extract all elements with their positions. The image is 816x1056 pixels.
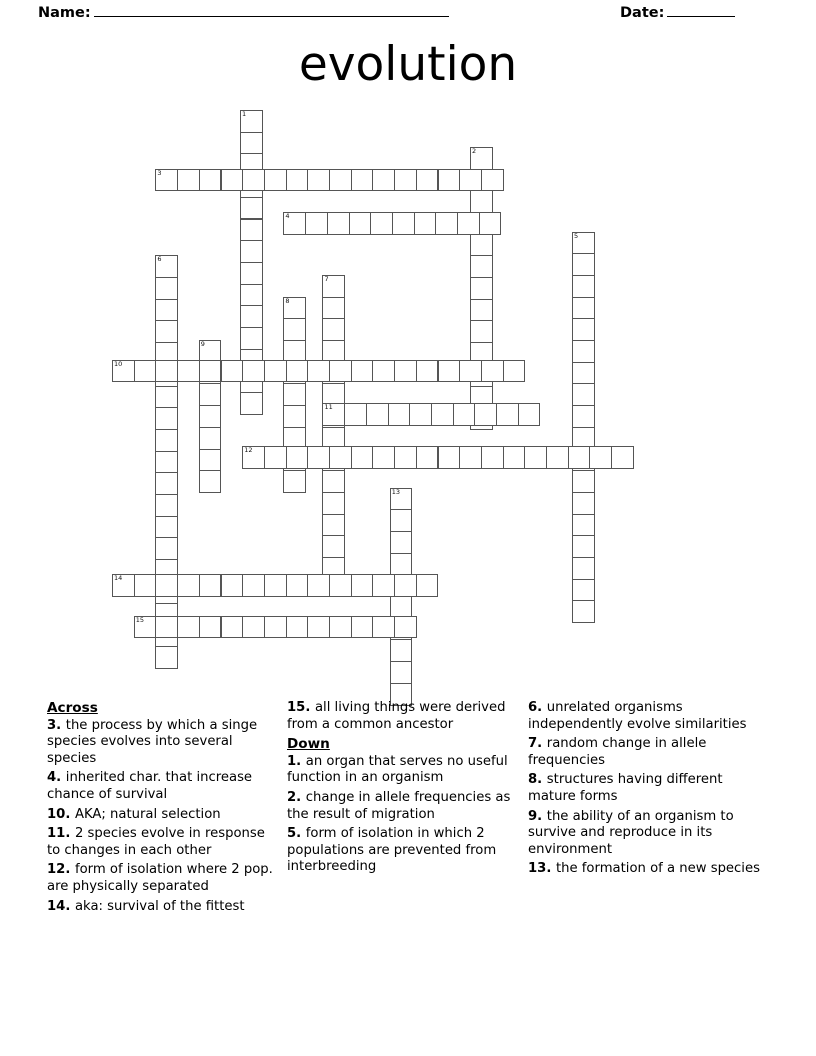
crossword-cell[interactable]: [155, 574, 178, 597]
clue-number: 11.: [47, 826, 75, 842]
crossword-cell[interactable]: [414, 212, 437, 235]
clue-text: random change in allele frequencies: [528, 736, 707, 768]
crossword-cell[interactable]: [390, 509, 413, 532]
crossword-cell[interactable]: [155, 386, 178, 409]
crossword-cell[interactable]: [199, 449, 222, 472]
clue-text: form of isolation in which 2 populations are prevented from interbreeding: [287, 826, 497, 875]
crossword-cell[interactable]: [572, 297, 595, 320]
crossword-cell[interactable]: [470, 190, 493, 213]
cell-number: 9: [200, 340, 205, 349]
crossword-cell[interactable]: [322, 318, 345, 341]
crossword-cell[interactable]: [199, 574, 222, 597]
crossword-cell[interactable]: [155, 537, 178, 560]
crossword-cell[interactable]: [322, 470, 345, 493]
crossword-cell[interactable]: [155, 407, 178, 430]
crossword-cell[interactable]: [177, 574, 200, 597]
crossword-cell[interactable]: [416, 574, 439, 597]
clue-item: [47, 862, 282, 895]
crossword-cell[interactable]: [322, 297, 345, 320]
cell-number: 8: [285, 296, 290, 305]
crossword-cell[interactable]: [481, 446, 504, 469]
crossword-cell[interactable]: [242, 574, 265, 597]
crossword-cell[interactable]: [134, 574, 157, 597]
crossword-cell[interactable]: [416, 360, 439, 383]
crossword-cell[interactable]: [264, 446, 287, 469]
crossword-cell[interactable]: [416, 169, 439, 192]
crossword-cell[interactable]: [112, 360, 135, 383]
crossword-cell[interactable]: [438, 446, 461, 469]
crossword-cell[interactable]: [351, 446, 374, 469]
crossword-cell[interactable]: [307, 169, 330, 192]
crossword-cell[interactable]: [344, 403, 367, 426]
clue-number: 8.: [528, 772, 547, 788]
crossword-cell[interactable]: [240, 110, 263, 133]
clue-item: [47, 770, 282, 803]
crossword-cell[interactable]: [242, 169, 265, 192]
crossword-cell[interactable]: [572, 405, 595, 428]
crossword-cell[interactable]: [322, 535, 345, 558]
crossword-cell[interactable]: [390, 639, 413, 662]
crossword-cell[interactable]: [322, 403, 345, 426]
crossword-cell[interactable]: [394, 446, 417, 469]
crossword-cell[interactable]: [240, 392, 263, 415]
crossword-cell[interactable]: [481, 169, 504, 192]
down-heading: Down: [287, 736, 330, 753]
crossword-cell[interactable]: [155, 494, 178, 517]
clue-text: the process by which a singe species evolves into several species: [47, 717, 258, 766]
clue-number: 14.: [47, 898, 75, 914]
clue-text: all living things were derived from a common ancestor: [287, 700, 506, 732]
crossword-cell[interactable]: [286, 616, 309, 639]
crossword-cell[interactable]: [199, 616, 222, 639]
crossword-cell[interactable]: [372, 616, 395, 639]
crossword-cell[interactable]: [470, 320, 493, 343]
clue-text: form of isolation where 2 pop. are physically separated: [47, 862, 273, 894]
crossword-cell[interactable]: [572, 340, 595, 363]
crossword-cell[interactable]: [572, 514, 595, 537]
crossword-cell[interactable]: [155, 451, 178, 474]
crossword-cell[interactable]: [572, 318, 595, 341]
cell-number: 6: [157, 255, 162, 264]
crossword-cell[interactable]: [283, 297, 306, 320]
crossword-cell[interactable]: [572, 557, 595, 580]
crossword-cell[interactable]: [479, 212, 502, 235]
crossword-cell[interactable]: [496, 403, 519, 426]
crossword-cell[interactable]: [199, 360, 222, 383]
crossword-cell[interactable]: [240, 327, 263, 350]
crossword-cell[interactable]: [392, 212, 415, 235]
crossword-cell[interactable]: [322, 514, 345, 537]
clue-item: [47, 807, 282, 824]
crossword-cell[interactable]: [329, 446, 352, 469]
crossword-cell[interactable]: [286, 169, 309, 192]
clue-number: 4.: [47, 770, 66, 786]
cell-number: 10: [114, 359, 123, 368]
crossword-cell[interactable]: [155, 472, 178, 495]
crossword-cell[interactable]: [264, 360, 287, 383]
clue-text: inherited char. that increase chance of survival: [47, 770, 253, 802]
crossword-cell[interactable]: [390, 488, 413, 511]
clue-number: 6.: [528, 700, 547, 715]
clue-item: [287, 754, 519, 787]
crossword-cell[interactable]: [481, 360, 504, 383]
cell-number: 1: [242, 110, 247, 118]
crossword-cell[interactable]: [240, 219, 263, 242]
crossword-cell[interactable]: [572, 383, 595, 406]
crossword-cell[interactable]: [286, 574, 309, 597]
clue-item: [47, 718, 282, 768]
crossword-cell[interactable]: [264, 616, 287, 639]
clue-number: 1.: [287, 753, 306, 769]
clue-number: 13.: [528, 861, 556, 877]
crossword-cell[interactable]: [199, 427, 222, 450]
crossword-cell[interactable]: [366, 403, 389, 426]
crossword-cell[interactable]: [372, 169, 395, 192]
clue-text: the formation of a new species: [555, 861, 760, 877]
across-heading: Across: [47, 700, 98, 716]
crossword-cell[interactable]: [568, 446, 591, 469]
crossword-cell[interactable]: [572, 253, 595, 276]
crossword-cell[interactable]: [307, 574, 330, 597]
crossword-cell[interactable]: [283, 405, 306, 428]
crossword-cell[interactable]: [240, 262, 263, 285]
crossword-cell[interactable]: [470, 255, 493, 278]
clue-item: [47, 899, 282, 916]
crossword-cell[interactable]: [372, 446, 395, 469]
crossword-cell[interactable]: [134, 616, 157, 639]
crossword-cell[interactable]: [349, 212, 372, 235]
clue-text: the ability of an organism to survive and reproduce in its environment: [528, 808, 734, 857]
crossword-cell[interactable]: [503, 446, 526, 469]
clue-item: [287, 790, 519, 823]
clue-number: 7.: [528, 736, 547, 752]
clue-item: [528, 861, 768, 878]
crossword-cell[interactable]: [351, 574, 374, 597]
crossword-cell[interactable]: [134, 360, 157, 383]
cell-number: 14: [114, 574, 123, 583]
crossword-cell[interactable]: [155, 616, 178, 639]
crossword-cell[interactable]: [327, 212, 350, 235]
clue-item: [47, 826, 282, 859]
crossword-cell[interactable]: [283, 318, 306, 341]
crossword-cell[interactable]: [394, 616, 417, 639]
crossword-cell[interactable]: [155, 516, 178, 539]
clue-item: [528, 809, 768, 859]
crossword-cell[interactable]: [351, 616, 374, 639]
date-label: Date:: [620, 5, 665, 21]
crossword-cell[interactable]: [518, 403, 541, 426]
clue-column-2: [287, 700, 519, 879]
crossword-cell[interactable]: [305, 212, 328, 235]
crossword-cell[interactable]: [435, 212, 458, 235]
crossword-cell[interactable]: [351, 169, 374, 192]
crossword-cell[interactable]: [459, 446, 482, 469]
crossword-cell[interactable]: [390, 531, 413, 554]
crossword-cell[interactable]: [242, 446, 265, 469]
cell-number: 5: [574, 231, 579, 240]
crossword-cell[interactable]: [199, 470, 222, 493]
crossword-cell[interactable]: [329, 574, 352, 597]
crossword-cell[interactable]: [199, 383, 222, 406]
cell-number: 4: [285, 211, 290, 220]
cell-number: 13: [391, 487, 401, 496]
crossword-cell[interactable]: [155, 277, 178, 300]
crossword-cell[interactable]: [307, 360, 330, 383]
clue-item: [287, 700, 519, 733]
crossword-cell[interactable]: [199, 169, 222, 192]
crossword-cell[interactable]: [177, 616, 200, 639]
clue-item: [528, 700, 768, 733]
clue-text: aka: survival of the fittest: [74, 898, 245, 914]
cell-number: 2: [472, 146, 477, 155]
crossword-cell[interactable]: [470, 299, 493, 322]
crossword-cell[interactable]: [155, 320, 178, 343]
page-title: evolution: [298, 37, 518, 92]
clue-number: 9.: [528, 808, 547, 824]
crossword-cell[interactable]: [221, 616, 244, 639]
cell-number: 11: [324, 402, 333, 411]
crossword-cell[interactable]: [503, 360, 526, 383]
crossword-cell[interactable]: [240, 305, 263, 328]
clue-text: AKA; natural selection: [74, 806, 221, 822]
crossword-cell[interactable]: [470, 234, 493, 257]
crossword-cell[interactable]: [457, 212, 480, 235]
crossword-cell[interactable]: [572, 232, 595, 255]
crossword-cell[interactable]: [329, 169, 352, 192]
clue-number: 10.: [47, 806, 75, 822]
clue-item: [528, 736, 768, 769]
clue-number: 12.: [47, 862, 75, 878]
clue-item: [528, 772, 768, 805]
clue-text: structures having different mature forms: [528, 772, 723, 804]
clue-text: an organ that serves no useful function in an organism: [287, 753, 508, 786]
crossword-cell[interactable]: [177, 169, 200, 192]
crossword-cell[interactable]: [199, 405, 222, 428]
crossword-cell[interactable]: [322, 275, 345, 298]
crossword-cell[interactable]: [572, 492, 595, 515]
cell-number: 3: [157, 168, 162, 177]
crossword-cell[interactable]: [329, 616, 352, 639]
clue-text: 2 species evolve in response to changes in each other: [47, 826, 265, 858]
crossword-cell[interactable]: [589, 446, 612, 469]
crossword-cell[interactable]: [221, 169, 244, 192]
crossword-cell[interactable]: [307, 616, 330, 639]
clue-number: 3.: [47, 717, 66, 733]
crossword-cell[interactable]: [240, 240, 263, 263]
crossword-cell[interactable]: [286, 360, 309, 383]
crossword-cell[interactable]: [546, 446, 569, 469]
crossword-cell[interactable]: [283, 383, 306, 406]
clue-column-3: [528, 700, 768, 881]
crossword-cell[interactable]: [155, 646, 178, 669]
crossword-cell[interactable]: [372, 574, 395, 597]
crossword-cell[interactable]: [474, 403, 497, 426]
crossword-cell[interactable]: [459, 360, 482, 383]
crossword-cell[interactable]: [470, 277, 493, 300]
cell-number: 15: [135, 615, 144, 624]
crossword-cell[interactable]: [431, 403, 454, 426]
crossword-cell[interactable]: [394, 169, 417, 192]
crossword-cell[interactable]: [394, 360, 417, 383]
crossword-cell[interactable]: [611, 446, 634, 469]
crossword-cell[interactable]: [240, 197, 263, 220]
crossword-cell[interactable]: [470, 147, 493, 170]
cell-number: 12: [244, 446, 253, 455]
crossword-cell[interactable]: [283, 470, 306, 493]
crossword-cell[interactable]: [240, 284, 263, 307]
crossword-cell[interactable]: [155, 255, 178, 278]
crossword-cell[interactable]: [242, 360, 265, 383]
crossword-cell[interactable]: [322, 492, 345, 515]
crossword-cell[interactable]: [572, 470, 595, 493]
crossword-cell[interactable]: [438, 360, 461, 383]
clue-column-1: [47, 700, 282, 918]
crossword-cell[interactable]: [221, 360, 244, 383]
crossword-cell[interactable]: [351, 360, 374, 383]
clue-text: unrelated organisms independently evolve similarities: [528, 700, 747, 732]
clue-item: [287, 826, 519, 876]
crossword-cell[interactable]: [155, 429, 178, 452]
name-label: Name:: [38, 5, 91, 21]
crossword-cell[interactable]: [453, 403, 476, 426]
cell-number: 7: [324, 274, 329, 283]
crossword-cell[interactable]: [240, 132, 263, 155]
crossword-cell[interactable]: [390, 661, 413, 684]
crossword-cell[interactable]: [572, 362, 595, 385]
clue-number: 2.: [287, 789, 306, 805]
crossword-cell[interactable]: [572, 275, 595, 298]
crossword-cell[interactable]: [264, 169, 287, 192]
crossword-cell[interactable]: [390, 553, 413, 576]
crossword-cell[interactable]: [112, 574, 135, 597]
clues-section: [0, 700, 816, 960]
clue-number: 15.: [287, 700, 315, 715]
clue-text: change in allele frequencies as the result of migration: [287, 789, 511, 822]
crossword-cell[interactable]: [388, 403, 411, 426]
crossword-cell[interactable]: [394, 574, 417, 597]
crossword-cell[interactable]: [329, 360, 352, 383]
crossword-cell[interactable]: [524, 446, 547, 469]
clue-number: 5.: [287, 826, 306, 842]
crossword-cell[interactable]: [221, 574, 244, 597]
crossword-cell[interactable]: [155, 299, 178, 322]
crossword-cell[interactable]: [264, 574, 287, 597]
crossword-cell[interactable]: [572, 535, 595, 558]
crossword-cell[interactable]: [438, 169, 461, 192]
crossword-cell[interactable]: [372, 360, 395, 383]
crossword-cell[interactable]: [177, 360, 200, 383]
crossword-cell[interactable]: [286, 446, 309, 469]
crossword-cell[interactable]: [242, 616, 265, 639]
crossword-cell[interactable]: [155, 169, 178, 192]
crossword-cell[interactable]: [155, 360, 178, 383]
crossword-cell[interactable]: [572, 600, 595, 623]
crossword-cell[interactable]: [459, 169, 482, 192]
crossword-cell[interactable]: [307, 446, 330, 469]
crossword-cell[interactable]: [416, 446, 439, 469]
crossword-cell[interactable]: [572, 579, 595, 602]
crossword-cell[interactable]: [409, 403, 432, 426]
crossword-cell[interactable]: [283, 212, 306, 235]
crossword-cell[interactable]: [370, 212, 393, 235]
